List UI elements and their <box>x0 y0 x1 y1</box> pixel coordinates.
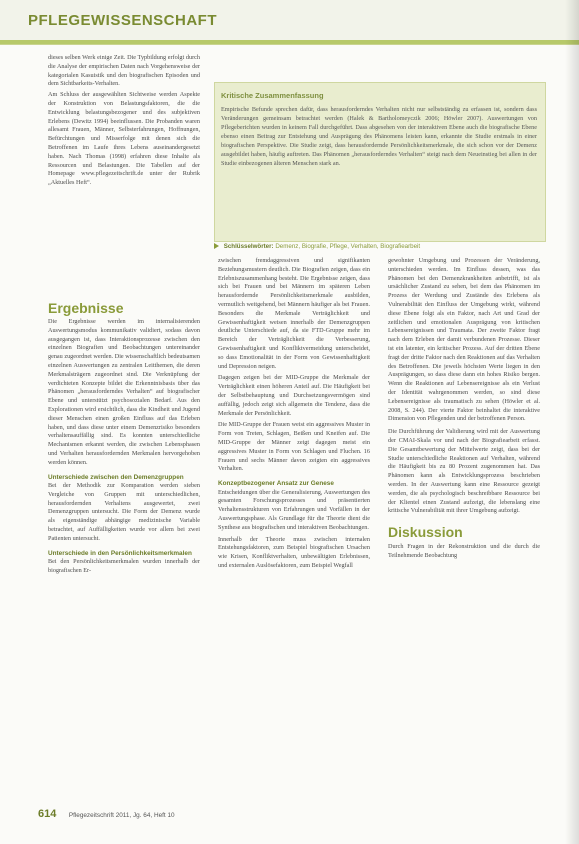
keywords-values: Demenz, Biografie, Pflege, Verhalten, Biografiearbeit <box>275 243 421 250</box>
results-body <box>48 318 200 576</box>
col2-paragraph-2: Dagegen zeigen bei der MID-Gruppe die Merkmale der Verträglichkeit einen höheren Anteil auf. Die Häufigkeit bei der Selbstbehauptung und Durchsetzungsvermögen sind auffällig, jedoch zeigt sich allgemein die Tendenz, dass die Merkmale der Persönlichkeit. <box>218 374 370 417</box>
discussion-heading: Diskussion <box>388 524 463 541</box>
col2-paragraph-5: Innerhalb der Theorie muss zwischen internalen Entstehungsfaktoren, zum Beispiel biografischen Ursachen wie Krisen, Konfliktverhalten, unbewältigten Erlebnissen, und externalen Auslösefaktoren, zum Beispiel Wegfall <box>218 535 370 569</box>
header-divider <box>0 44 579 45</box>
header-bar <box>0 0 579 44</box>
intro-paragraph-2: Am Schluss der ausgewählten Sichtweise werden Aspekte der Konstruktion von Belastungsfaktoren, die die Entwicklung belastungsbezogener und des subjektiven Erlebens (Dewitz 1994) beeinflussen. Die Probanden waren allesamt Frauen, Männer, Selbsterfahrungen, Hoffnungen, Befürchtungen und Misserfolge mit denen sich die Betroffenen im Laufe ihres Lebens auseinandergesetzt haben. Nach Thomas (1998) erfahren diese Inhalte als Ressourcen und Belastungen. Die Tabellen auf der Homepage www.pflegezeitschrift.de unter der Rubrik „Aktuelles Heft“. <box>48 91 200 187</box>
arrow-right-icon <box>214 243 219 249</box>
col2-paragraph-1: zwischen fremdaggressiven und signifikanten Beziehungsmustern deutlich. Die Biografien zeigen, dass ein Erlebniszusammenhang besteht. Die Ergebnisse zeigen, dass sich bei Frauen und bei Männern im späteren Leben herausfordernde Persönlichkeitsmerkmale ausbilden, vermutlich weitgehend, bei Männern häufiger als bei Frauen. Besonders die Merkmale Verträglichkeit und Gewissenhaftigkeit weisen innerhalb der Demenzgruppen deutliche Unterschiede auf, da sie FTD-Gruppe mehr im Bereich der Verträglichkeit die Verbesserung, Gewissenhaftigkeit und Konfliktvermeidung unterscheidet, so dass Emotionalität in der Form von Gewissenhaftigkeit und Depression neigen. <box>218 257 370 370</box>
page-edge-shadow <box>565 0 579 844</box>
results-paragraph: Die Ergebnisse werden im internalisierenden Auswertungsmodus kommunikativ validiert, sodass davon ausgegangen ist, dass Interaktionsprozesse zwischen den einzelnen Biografien und Beobachtungen untereinander genau zugeordnet werden. Die wissenschaftlich bedeutsamen einzelnen Auswertungen zu zentralen Leitthemen, die deren Merkmalsträgern zugeordnet sind. Die Verknüpfung der verdichteten Konzepte bildet die Erkenntnisbasis über das Phänomen „herausforderndes Verhalten“ auf biografischer Ebene und unterstützt psychosozialen Bedarf. Aus den Explorationen wird ersichtlich, dass die Kindheit und Jugend dieser Menschen einen großen Einfluss auf das Erleben haben, und dass diese unter einem Demenzrisiko besonders verhaltensauffällig sind. Es konnten unterschiedliche Mechanismen erkannt werden, die zwischen Lebensphasen und Verhalten herausfordernden Merkmalen hervorgehoben werden können. <box>48 318 200 466</box>
col3-paragraph-3: Durch Fragen in der Rekonstruktion und die durch die Teilnehmende Beobachtung <box>388 543 540 559</box>
demenzgruppen-paragraph: Bei der Methodik zur Komparation werden sieben Vergleiche von Gruppen mit unterschiedlichen, herausfordernden Verhaltens ausgewertet, zwei Demenzgruppen untersucht. Die Form der Demenz wurde als eigenständige abhängige medizinische Variable betrachtet, auf Auffälligkeiten wurde vor allem bei zwei Patienten untersucht. <box>48 481 200 542</box>
persoenlichkeit-paragraph: Bei den Persönlichkeitsmerkmalen wurden innerhalb der biografischen Er- <box>48 557 200 574</box>
summary-body: Empirische Befunde sprechen dafür, dass herausforderndes Verhalten nicht nur selbstständig zu erfassen ist, sondern dass Veränderungen gemeinsam betrachtet werden (Halek & Bartholomeyczik 2006; Höwler 2007). Auswertungen von Pflegeberichten wurden in keinem Fall durchgeführt. Dass abgesehen von der interaktiven Ebene auch die biografische Ebene ebenso einen Beitrag zur Entstehung und Ausprägung des Phänomens leisten kann, erkannte die Studie erstmals in einer biografischen Perspektive. Die Studie zeigt, dass herausfordernde Persönlichkeitsmerkmale, die sich schon vor der Demenz ausgebildet haben, häufig auftreten. Das Phänomen „herausforderndes Verhalten“ steigt nach dem Neueinstieg bei allen in der Studie einbezogenen älteren Menschen stark an. <box>221 106 537 167</box>
results-heading: Ergebnisse <box>48 300 124 316</box>
column-1 <box>48 54 200 188</box>
col3-paragraph-2: Die Durchführung der Validierung wird mit der Auswertung der CMAI-Skala vor und nach der Biografiearbeit erfasst. Die Gesamtbewertung der Mittelwerte zeigt, dass bei der Studie unterschiedliche Reaktionen auf Verhalten, während die Häufigkeit bis zu 80 Prozent zugenommen hat. Das Phänomen kann als Entwicklungsprozess beschrieben werden. In der Auswertung kann eine Ressource gezeigt werden, die als psychologisch beschreibbare Ressource bei der Klientel einen Zustand aufzeigt, die lebenslang eine kritische Vulnerabilität mit ihrer Umgebung aufzeigt. <box>388 428 540 515</box>
intro-paragraph-1: dieses selben Werk einige Zeit. Die Typbildung erfolgt durch die Analyse der empirischen Daten nach Vorgehensweise der kategorialen Kasuistik und den biografischen Episoden und dem Sichtbarkeits-Verhalten. <box>48 54 200 88</box>
keywords-line <box>214 243 544 250</box>
results-section <box>48 300 200 316</box>
page-number: 614 <box>38 808 57 820</box>
column-2 <box>218 257 370 571</box>
subheading-demenzgruppen: Unterschiede zwischen den Demenzgruppen <box>48 473 184 481</box>
column-3 <box>388 257 540 561</box>
col2-paragraph-3: Die MID-Gruppe der Frauen weist ein aggressives Muster in Form von Treten, Schlagen, Beißen und Kneifen auf. Die MID-Gruppe der Männer zeigt dagegen meist ein aggressives Muster in Form von Schlagen und Fluchen. 16 Frauen und sechs Männer davon zeigten ein aggressives Verhalten. <box>218 421 370 473</box>
subheading-persoenlichkeit: Unterschiede in den Persönlichkeitsmerkmalen <box>48 549 192 557</box>
journal-citation: Pflegezeitschrift 2011, Jg. 64, Heft 10 <box>68 812 175 819</box>
summary-title: Kritische Zusammenfassung <box>221 91 324 100</box>
section-title: PFLEGEWISSENSCHAFT <box>28 12 218 29</box>
col2-paragraph-4: Entscheidungen über die Generalisierung, Auswertungen des gesamten Forschungsprozesses und präsentierten Verhaltensstrukturen von Erfahrungen und Vorfällen in der Auswertungsphase. Als Grundlage für die Theorie dient die Synthese aus biografischen und interaktiven Beobachtungen. <box>218 488 370 531</box>
page-footer <box>38 804 548 822</box>
subheading-genese: Konzeptbezogener Ansatz zur Genese <box>218 480 334 488</box>
summary-box <box>214 82 546 242</box>
keywords-label: Schlüsselwörter: <box>223 243 274 250</box>
col3-paragraph-1: gewohnter Umgebung und Prozessen der Veränderung, unterschieden werden. Im Einfluss dessen, was das Phänomen bei den Demenzkrankheiten anbetrifft, ist als ursächlicher Zustand zu sehen, bei dem das Phänomen im Prozess der Werdung und Zustände des Erlebens als Vulnerabilität den Einfluss der Umgebung wirkt, während diese Ebene folgt als ein Faktor, nach Art und Grad der zeitlichen und emotionalen Ausprägung von kritischen Lebensereignissen und Traumata. Der zweite Faktor fragt nach dem Erleben der damit verbundenen Prozesse. Dieser ist ein latenter, ein kritischer Prozess. Auf der dritten Ebene fragt der dritte Faktor nach den Reaktionen auf das Verhalten des Betroffenen. Die jeweils höchsten Werte liegen in den Ausprägungen, so dass diese dann ein hohes Risiko bergen. Wenn die Reaktionen auf Lebensereignisse als ein Verlust der Identität wahrgenommen werden, so sind diese Lebensereignisse als traumatisch zu sehen (Höwler et al. 2008, S. 244). Der vierte Faktor beinhaltet die interaktive Dimension von Pflegenden und der betroffenen Person. <box>388 257 540 423</box>
